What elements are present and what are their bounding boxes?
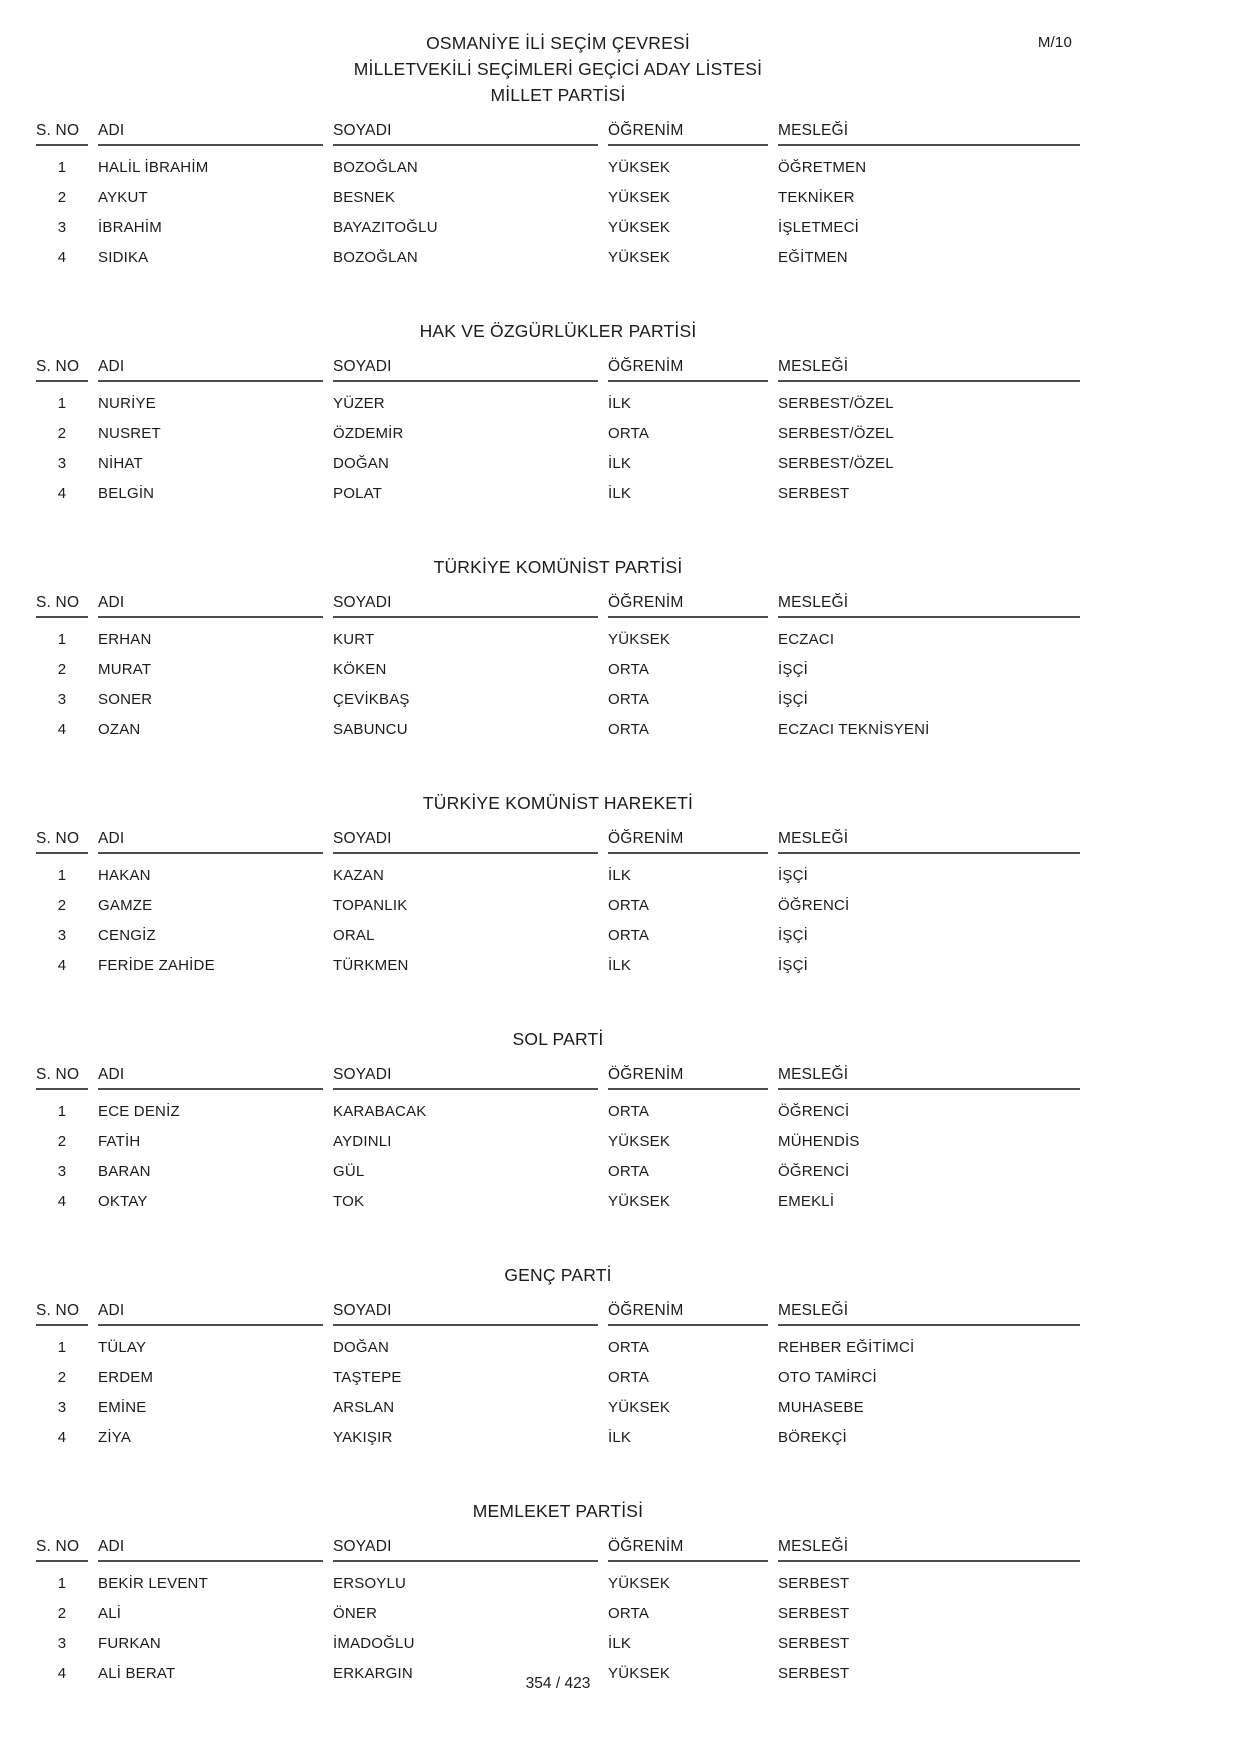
- cell-adi: NİHAT: [98, 455, 143, 472]
- cell-adi: FERİDE ZAHİDE: [98, 957, 215, 974]
- cell-adi: HAKAN: [98, 867, 151, 884]
- corner-label: M/10: [1037, 34, 1072, 51]
- cell-ogrenim: YÜKSEK: [608, 1665, 671, 1682]
- cell-sno: 1: [57, 1103, 67, 1120]
- cell-adi: BELGİN: [98, 485, 155, 502]
- cell-ogrenim: YÜKSEK: [608, 1575, 671, 1592]
- column-header-sno: S. NO: [36, 594, 88, 618]
- cell-sno: 1: [57, 1575, 67, 1592]
- column-header-adi: ADI: [98, 358, 323, 382]
- cell-ogrenim: YÜKSEK: [608, 1399, 671, 1416]
- cell-sno: 3: [57, 1399, 67, 1416]
- cell-soyadi: TOPANLIK: [333, 897, 408, 914]
- cell-sno: 1: [57, 1339, 67, 1356]
- cell-soyadi: TÜRKMEN: [333, 957, 409, 974]
- cell-soyadi: ÖZDEMİR: [333, 425, 404, 442]
- column-header-adi: ADI: [98, 1302, 323, 1326]
- cell-sno: 3: [57, 927, 67, 944]
- column-header-meslegi: MESLEĞİ: [778, 358, 1080, 382]
- cell-meslegi: SERBEST: [778, 485, 850, 502]
- cell-meslegi: REHBER EĞİTİMCİ: [778, 1339, 915, 1356]
- column-header-adi: ADI: [98, 122, 323, 146]
- cell-meslegi: SERBEST/ÖZEL: [778, 395, 894, 412]
- column-header-sno: S. NO: [36, 1538, 88, 1562]
- column-header-soyadi: SOYADI: [333, 358, 598, 382]
- cell-ogrenim: İLK: [608, 1635, 632, 1652]
- column-header-soyadi: SOYADI: [333, 1066, 598, 1090]
- column-header-adi: ADI: [98, 594, 323, 618]
- cell-adi: HALİL İBRAHİM: [98, 159, 209, 176]
- party-section: [36, 318, 1080, 502]
- candidates-table: [36, 830, 1080, 974]
- cell-soyadi: KÖKEN: [333, 661, 387, 678]
- cell-ogrenim: ORTA: [608, 425, 650, 442]
- party-section: [36, 82, 1080, 266]
- party-section: [36, 554, 1080, 738]
- column-header-soyadi: SOYADI: [333, 830, 598, 854]
- cell-sno: 2: [57, 661, 67, 678]
- cell-meslegi: SERBEST: [778, 1605, 850, 1622]
- cell-sno: 4: [57, 249, 67, 266]
- cell-adi: FURKAN: [98, 1635, 161, 1652]
- cell-sno: 3: [57, 691, 67, 708]
- cell-sno: 3: [57, 1635, 67, 1652]
- party-title: TÜRKİYE KOMÜNİST PARTİSİ: [433, 557, 683, 577]
- column-header-sno: S. NO: [36, 358, 88, 382]
- cell-sno: 4: [57, 957, 67, 974]
- cell-soyadi: ÇEVİKBAŞ: [333, 691, 410, 708]
- cell-soyadi: ERSOYLU: [333, 1575, 407, 1592]
- page-number: 354 / 423: [525, 1675, 591, 1692]
- cell-soyadi: GÜL: [333, 1163, 365, 1180]
- cell-adi: SIDIKA: [98, 249, 149, 266]
- cell-meslegi: OTO TAMİRCİ: [778, 1369, 877, 1386]
- cell-ogrenim: ORTA: [608, 691, 650, 708]
- column-header-meslegi: MESLEĞİ: [778, 1066, 1080, 1090]
- cell-soyadi: İMADOĞLU: [333, 1635, 415, 1652]
- party-sections: [36, 82, 1080, 1682]
- column-header-sno: S. NO: [36, 1302, 88, 1326]
- candidates-table: [36, 358, 1080, 502]
- column-header-meslegi: MESLEĞİ: [778, 122, 1080, 146]
- cell-soyadi: BOZOĞLAN: [333, 159, 418, 176]
- cell-ogrenim: ORTA: [608, 721, 650, 738]
- cell-adi: İBRAHİM: [98, 219, 162, 236]
- cell-adi: TÜLAY: [98, 1339, 147, 1356]
- party-section: [36, 1026, 1080, 1210]
- party-section: [36, 790, 1080, 974]
- cell-adi: ERHAN: [98, 631, 152, 648]
- cell-adi: OZAN: [98, 721, 141, 738]
- cell-sno: 2: [57, 1133, 67, 1150]
- cell-ogrenim: YÜKSEK: [608, 219, 671, 236]
- cell-adi: ECE DENİZ: [98, 1103, 180, 1120]
- cell-meslegi: İŞÇİ: [778, 661, 808, 678]
- cell-adi: ALİ: [98, 1605, 122, 1622]
- party-section: [36, 1498, 1080, 1682]
- column-header-soyadi: SOYADI: [333, 1302, 598, 1326]
- cell-soyadi: YÜZER: [333, 395, 385, 412]
- cell-sno: 2: [57, 1369, 67, 1386]
- cell-meslegi: İŞLETMECİ: [778, 219, 859, 236]
- cell-adi: FATİH: [98, 1133, 141, 1150]
- cell-sno: 4: [57, 485, 67, 502]
- cell-sno: 2: [57, 1605, 67, 1622]
- candidates-table: [36, 122, 1080, 266]
- cell-meslegi: SERBEST/ÖZEL: [778, 455, 894, 472]
- cell-meslegi: SERBEST: [778, 1635, 850, 1652]
- cell-sno: 1: [57, 395, 67, 412]
- cell-meslegi: İŞÇİ: [778, 927, 808, 944]
- cell-ogrenim: İLK: [608, 485, 632, 502]
- column-header-adi: ADI: [98, 1066, 323, 1090]
- cell-adi: BARAN: [98, 1163, 151, 1180]
- column-header-soyadi: SOYADI: [333, 122, 598, 146]
- cell-ogrenim: YÜKSEK: [608, 631, 671, 648]
- column-header-soyadi: SOYADI: [333, 594, 598, 618]
- party-section: [36, 1262, 1080, 1446]
- party-title: MİLLET PARTİSİ: [490, 85, 626, 105]
- cell-soyadi: ARSLAN: [333, 1399, 395, 1416]
- cell-sno: 2: [57, 897, 67, 914]
- cell-ogrenim: ORTA: [608, 661, 650, 678]
- cell-sno: 3: [57, 1163, 67, 1180]
- cell-adi: MURAT: [98, 661, 152, 678]
- cell-soyadi: BOZOĞLAN: [333, 249, 418, 266]
- column-header-meslegi: MESLEĞİ: [778, 830, 1080, 854]
- header-line2: MİLLETVEKİLİ SEÇİMLERİ GEÇİCİ ADAY LİSTESİ: [353, 59, 763, 79]
- cell-ogrenim: YÜKSEK: [608, 189, 671, 206]
- column-header-adi: ADI: [98, 830, 323, 854]
- candidates-table: [36, 1066, 1080, 1210]
- cell-meslegi: ECZACI TEKNİSYENİ: [778, 721, 930, 738]
- cell-adi: EMİNE: [98, 1399, 147, 1416]
- candidates-table: [36, 1538, 1080, 1682]
- cell-ogrenim: ORTA: [608, 1605, 650, 1622]
- cell-meslegi: EMEKLİ: [778, 1193, 835, 1210]
- cell-meslegi: İŞÇİ: [778, 957, 808, 974]
- cell-adi: OKTAY: [98, 1193, 148, 1210]
- cell-soyadi: AYDINLI: [333, 1133, 392, 1150]
- cell-ogrenim: YÜKSEK: [608, 159, 671, 176]
- cell-meslegi: MUHASEBE: [778, 1399, 864, 1416]
- cell-ogrenim: İLK: [608, 1429, 632, 1446]
- column-header-adi: ADI: [98, 1538, 323, 1562]
- cell-soyadi: DOĞAN: [333, 1339, 390, 1356]
- cell-adi: ZİYA: [98, 1429, 132, 1446]
- column-header-ogrenim: ÖĞRENİM: [608, 1302, 768, 1326]
- cell-sno: 1: [57, 159, 67, 176]
- cell-soyadi: TOK: [333, 1193, 365, 1210]
- column-header-ogrenim: ÖĞRENİM: [608, 594, 768, 618]
- party-title: TÜRKİYE KOMÜNİST HAREKETİ: [422, 793, 694, 813]
- cell-soyadi: SABUNCU: [333, 721, 408, 738]
- column-header-ogrenim: ÖĞRENİM: [608, 122, 768, 146]
- cell-sno: 4: [57, 721, 67, 738]
- column-header-meslegi: MESLEĞİ: [778, 1302, 1080, 1326]
- cell-meslegi: SERBEST: [778, 1665, 850, 1682]
- cell-soyadi: YAKIŞIR: [333, 1429, 393, 1446]
- cell-sno: 4: [57, 1193, 67, 1210]
- cell-adi: NUSRET: [98, 425, 161, 442]
- cell-soyadi: KURT: [333, 631, 375, 648]
- column-header-sno: S. NO: [36, 830, 88, 854]
- cell-sno: 1: [57, 631, 67, 648]
- cell-adi: CENGİZ: [98, 927, 156, 944]
- column-header-ogrenim: ÖĞRENİM: [608, 1538, 768, 1562]
- cell-adi: SONER: [98, 691, 153, 708]
- party-title: GENÇ PARTİ: [504, 1265, 612, 1285]
- cell-sno: 3: [57, 219, 67, 236]
- column-header-meslegi: MESLEĞİ: [778, 594, 1080, 618]
- column-header-ogrenim: ÖĞRENİM: [608, 1066, 768, 1090]
- cell-meslegi: MÜHENDİS: [778, 1133, 860, 1150]
- column-header-soyadi: SOYADI: [333, 1538, 598, 1562]
- cell-meslegi: SERBEST: [778, 1575, 850, 1592]
- cell-meslegi: EĞİTMEN: [778, 249, 848, 266]
- party-title: SOL PARTİ: [512, 1029, 604, 1049]
- cell-adi: NURİYE: [98, 395, 156, 412]
- cell-ogrenim: YÜKSEK: [608, 1133, 671, 1150]
- cell-ogrenim: YÜKSEK: [608, 1193, 671, 1210]
- cell-adi: AYKUT: [98, 189, 148, 206]
- header-line1: OSMANİYE İLİ SEÇİM ÇEVRESİ: [426, 33, 690, 53]
- party-title: HAK VE ÖZGÜRLÜKLER PARTİSİ: [419, 321, 697, 341]
- cell-sno: 2: [57, 189, 67, 206]
- column-header-ogrenim: ÖĞRENİM: [608, 830, 768, 854]
- cell-meslegi: ÖĞRENCİ: [778, 1163, 850, 1180]
- cell-sno: 3: [57, 455, 67, 472]
- cell-soyadi: ÖNER: [333, 1605, 378, 1622]
- cell-ogrenim: İLK: [608, 455, 632, 472]
- cell-soyadi: KARABACAK: [333, 1103, 427, 1120]
- cell-meslegi: ÖĞRENCİ: [778, 897, 850, 914]
- cell-adi: ALİ BERAT: [98, 1665, 176, 1682]
- column-header-sno: S. NO: [36, 122, 88, 146]
- cell-ogrenim: ORTA: [608, 897, 650, 914]
- cell-meslegi: TEKNİKER: [778, 189, 855, 206]
- cell-soyadi: DOĞAN: [333, 455, 390, 472]
- cell-adi: ERDEM: [98, 1369, 154, 1386]
- cell-soyadi: KAZAN: [333, 867, 385, 884]
- cell-meslegi: BÖREKÇİ: [778, 1429, 847, 1446]
- cell-soyadi: ORAL: [333, 927, 375, 944]
- cell-soyadi: POLAT: [333, 485, 383, 502]
- cell-ogrenim: YÜKSEK: [608, 249, 671, 266]
- cell-sno: 4: [57, 1429, 67, 1446]
- cell-soyadi: ERKARGIN: [333, 1665, 413, 1682]
- cell-sno: 1: [57, 867, 67, 884]
- cell-ogrenim: ORTA: [608, 1339, 650, 1356]
- cell-meslegi: ÖĞRENCİ: [778, 1103, 850, 1120]
- cell-ogrenim: İLK: [608, 957, 632, 974]
- cell-ogrenim: İLK: [608, 395, 632, 412]
- column-header-sno: S. NO: [36, 1066, 88, 1090]
- cell-ogrenim: İLK: [608, 867, 632, 884]
- cell-ogrenim: ORTA: [608, 1369, 650, 1386]
- cell-ogrenim: ORTA: [608, 927, 650, 944]
- cell-meslegi: SERBEST/ÖZEL: [778, 425, 894, 442]
- cell-sno: 2: [57, 425, 67, 442]
- cell-adi: BEKİR LEVENT: [98, 1575, 208, 1592]
- cell-meslegi: İŞÇİ: [778, 867, 808, 884]
- candidates-table: [36, 1302, 1080, 1446]
- cell-ogrenim: ORTA: [608, 1163, 650, 1180]
- candidates-table: [36, 594, 1080, 738]
- cell-adi: GAMZE: [98, 897, 153, 914]
- cell-ogrenim: ORTA: [608, 1103, 650, 1120]
- cell-meslegi: ECZACI: [778, 631, 835, 648]
- cell-soyadi: BESNEK: [333, 189, 396, 206]
- document-header: [36, 30, 1080, 82]
- cell-sno: 4: [57, 1665, 67, 1682]
- cell-meslegi: ÖĞRETMEN: [778, 159, 867, 176]
- cell-meslegi: İŞÇİ: [778, 691, 808, 708]
- party-title: MEMLEKET PARTİSİ: [472, 1501, 644, 1521]
- column-header-ogrenim: ÖĞRENİM: [608, 358, 768, 382]
- cell-soyadi: TAŞTEPE: [333, 1369, 402, 1386]
- cell-soyadi: BAYAZITOĞLU: [333, 219, 438, 236]
- column-header-meslegi: MESLEĞİ: [778, 1538, 1080, 1562]
